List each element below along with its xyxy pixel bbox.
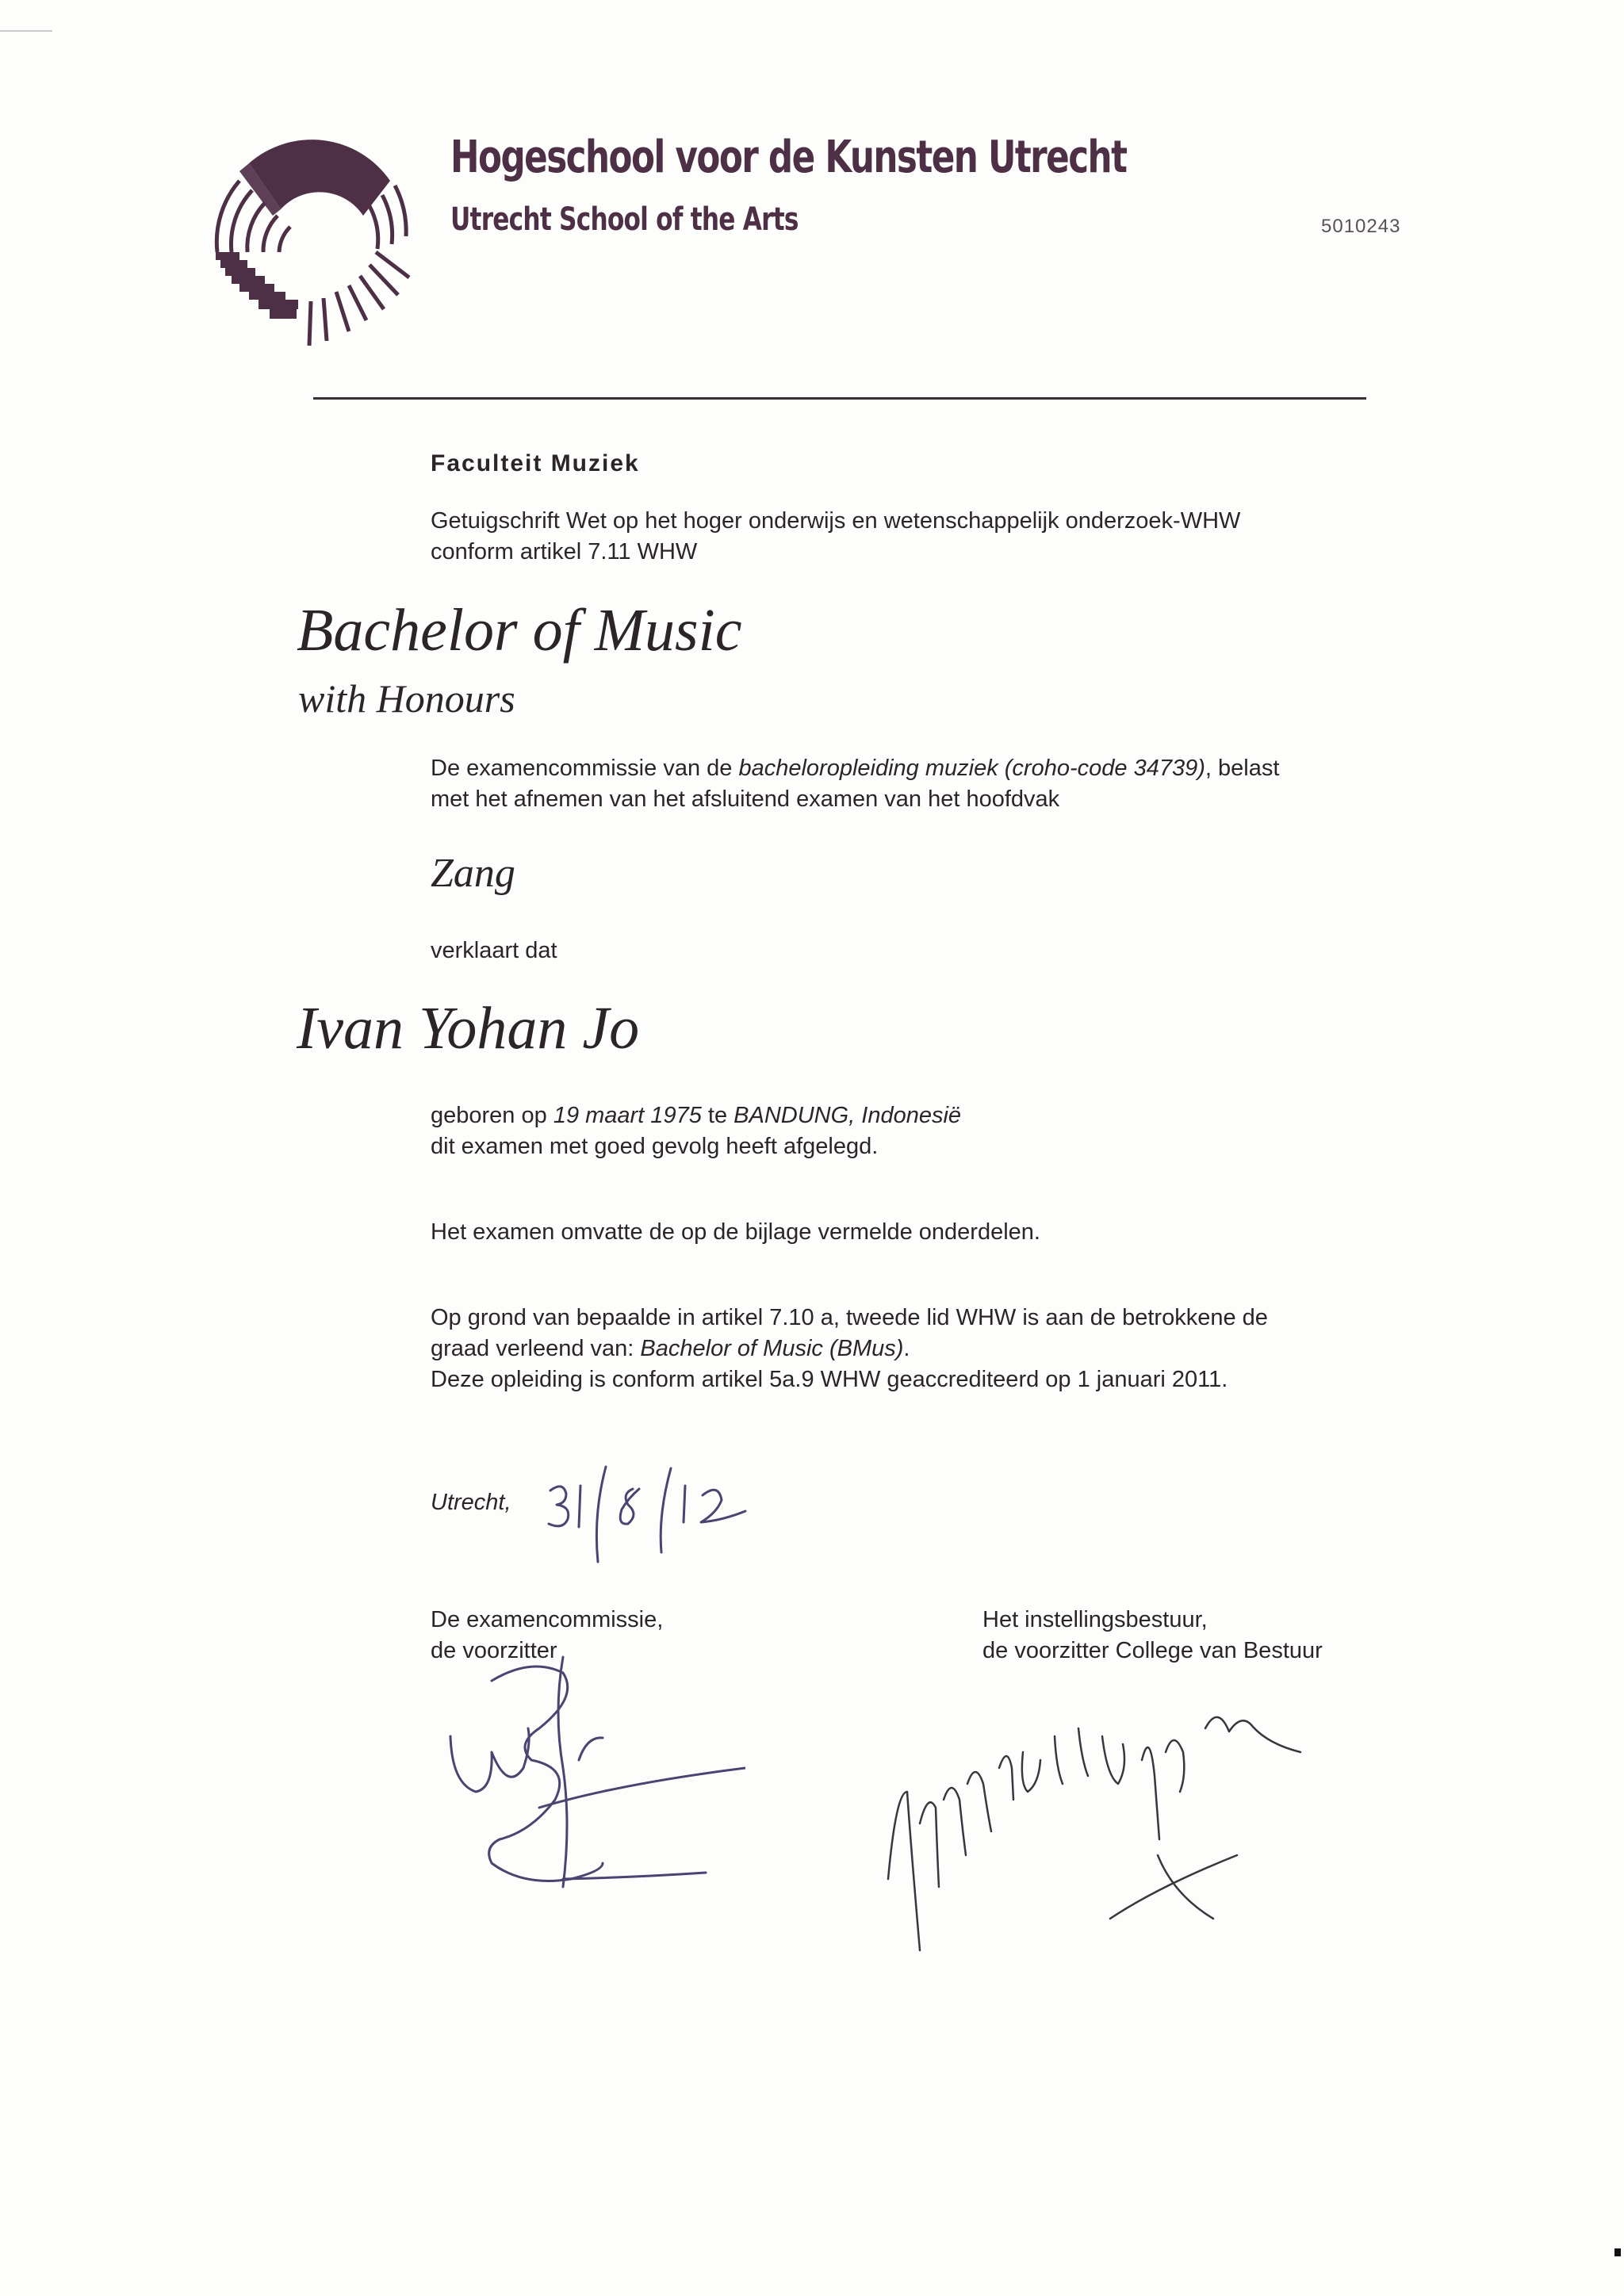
conferral-line-1: Op grond van bepaalde in artikel 7.10 a, tweede lid WHW is aan de betrokkene de	[431, 1305, 1268, 1330]
conferred-degree: Bachelor of Music (BMus)	[640, 1336, 904, 1361]
committee-statement	[431, 753, 1279, 815]
board-chair-signature	[872, 1681, 1380, 1982]
major-subject: Zang	[431, 851, 515, 896]
birth-place: BANDUNG, Indonesië	[733, 1103, 962, 1128]
left-signatory-line-1: De examencommissie,	[431, 1607, 664, 1632]
handwritten-date	[539, 1459, 761, 1570]
committee-suffix: , belast	[1205, 756, 1280, 781]
left-signatory-line-2: de voorzitter	[431, 1638, 557, 1663]
committee-statement-line-1	[431, 753, 1279, 784]
institution-name: Hogeschool voor de Kunsten Utrecht	[450, 132, 1127, 183]
place: Utrecht,	[431, 1490, 511, 1515]
birth-prefix: geboren op	[431, 1103, 553, 1128]
conferral-statement	[431, 1303, 1268, 1395]
institution-subtitle: Utrecht School of the Arts	[450, 201, 799, 238]
birth-middle: te	[701, 1103, 734, 1128]
birth-date: 19 maart 1975	[553, 1103, 702, 1128]
conferral-line-2	[431, 1334, 1268, 1364]
conferral-line-3: Deze opleiding is conform artikel 5a.9 WHW geaccrediteerd op 1 januari 2011.	[431, 1367, 1228, 1392]
birth-line-2: dit examen met goed gevolg heeft afgelegd.	[431, 1134, 879, 1159]
committee-statement-line-2: met het afnemen van het afsluitend examen van het hoofdvak	[431, 786, 1060, 812]
exam-scope: Het examen omvatte de op de bijlage vermelde onderdelen.	[431, 1219, 1040, 1245]
legal-basis	[431, 506, 1240, 568]
faculty-heading: Faculteit Muziek	[431, 450, 640, 476]
degree-subtitle: with Honours	[298, 676, 515, 721]
right-signatory	[982, 1605, 1323, 1667]
conferral-prefix: graad verleend van:	[431, 1336, 641, 1361]
document-number: 5010243	[1321, 216, 1401, 237]
declares-text: verklaart dat	[431, 938, 557, 963]
right-signatory-line-1: Het instellingsbestuur,	[982, 1607, 1208, 1632]
committee-chair-signature	[444, 1649, 745, 1903]
committee-prefix: De examencommissie van de	[431, 756, 739, 781]
degree-title: Bachelor of Music	[297, 597, 742, 664]
header-divider	[313, 397, 1366, 400]
birth-line-1	[431, 1100, 961, 1131]
page-edge-mark	[0, 30, 52, 32]
right-signatory-line-2: de voorzitter College van Bestuur	[982, 1638, 1323, 1663]
page-corner-mark	[1614, 2248, 1621, 2256]
conferral-suffix: .	[903, 1336, 910, 1361]
legal-basis-line-1: Getuigschrift Wet op het hoger onderwijs en wetenschappelijk onderzoek-WHW	[431, 508, 1241, 534]
legal-basis-line-2: conform artikel 7.11 WHW	[431, 539, 698, 564]
birth-statement	[431, 1100, 961, 1162]
institution-logo	[208, 133, 422, 347]
student-name: Ivan Yohan Jo	[297, 995, 640, 1062]
program-name: bacheloropleiding muziek (croho-code 34739)	[738, 756, 1205, 781]
